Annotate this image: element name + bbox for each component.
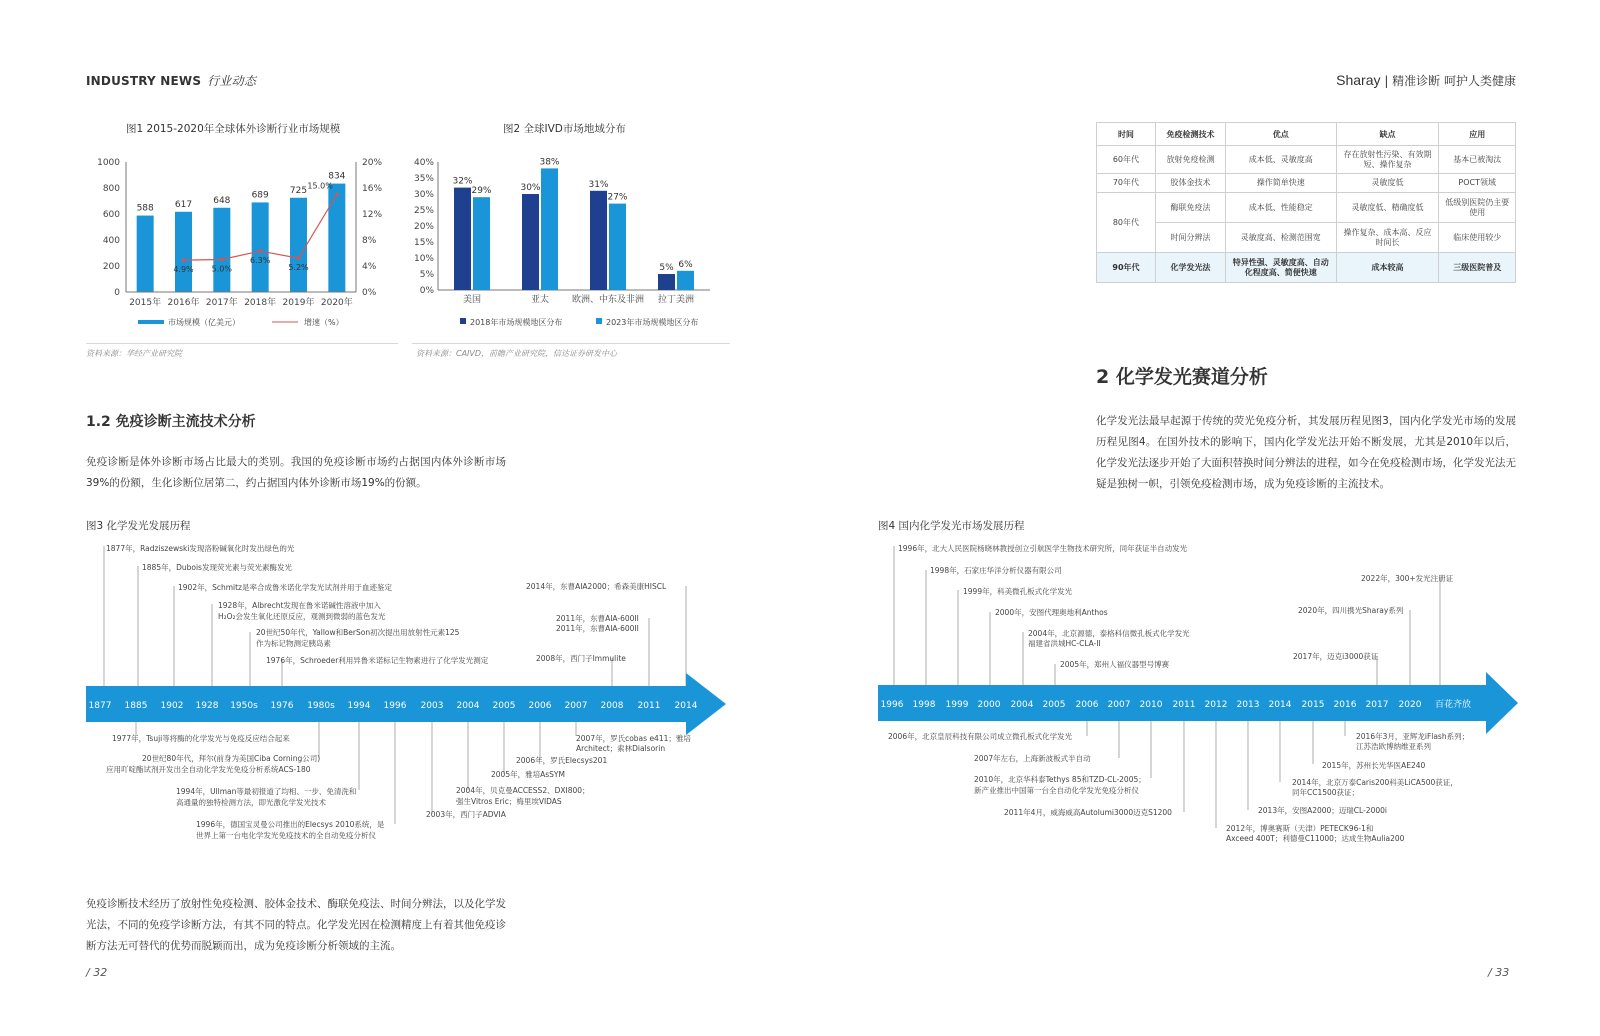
timeline-year: 2016 [1333, 700, 1357, 710]
timeline-year: 2012 [1204, 700, 1228, 710]
legend-swatch-bar [138, 320, 164, 324]
timeline-note: 世界上第一台电化学发光免疫技术的全自动免疫分析仪 [196, 831, 376, 840]
y-tick-label: 400 [102, 236, 120, 246]
fig2-divider [412, 343, 730, 344]
growth-point [220, 258, 224, 262]
section12-heading: 1.2 免疫诊断主流技术分析 [86, 414, 256, 430]
growth-label: 4.9% [173, 265, 194, 275]
timeline-note: 2011年，东曹AIA-600II [556, 624, 639, 633]
timeline-note: 2017年，迈克i3000获证 [1293, 652, 1379, 661]
fig4-title: 图4 国内化学发光市场发展历程 [878, 520, 1025, 532]
bar [677, 271, 694, 290]
y2-tick-label: 20% [362, 158, 383, 168]
table-row-highlight [1097, 253, 1516, 283]
page-number-left: / 32 [86, 966, 108, 979]
fig1-divider [86, 343, 398, 344]
brand-slogan: | 精准诊断 呵护人类健康 [1384, 74, 1516, 88]
timeline-year: 1999 [945, 700, 969, 710]
section12-paragraph-1: 免疫诊断是体外诊断市场占比最大的类别。我国的免疫诊断市场约占据国内体外诊断市场39%的份额，生化诊断位居第二，约占据国内体外诊断市场19%的份额。 [86, 456, 506, 489]
table-row [1097, 223, 1516, 253]
growth-point [258, 249, 262, 253]
bar-value-label: 31% [588, 179, 609, 190]
timeline-note: 2008年，西门子Immulite [536, 654, 626, 663]
fig1-source: 资料来源：华经产业研究院 [86, 349, 182, 358]
timeline-note: 1996年，德国宝灵曼公司推出的Elecsys 2010系统，是 [196, 820, 385, 829]
timeline-year: 2014 [674, 701, 698, 711]
table-cell: 存在放射性污染、有效期短、操作复杂 [1336, 146, 1439, 174]
timeline-year: 2010 [1139, 700, 1163, 710]
timeline-note: 2004年，贝克曼ACCESS2、DXI800； [456, 786, 590, 795]
section12-paragraph-2: 免疫诊断技术经历了放射性免疫检测、胶体金技术、酶联免疫法、时间分辨法，以及化学发光法，不同的免疫学诊断方法，有其不同的特点。化学发光因在检测精度上有着其他免疫诊断方法无可替代的优势而脱颖而出，成为免疫诊断分析领域的主流。 [86, 898, 506, 952]
timeline-note: 2012年，博奥赛斯（天津）PETECK96-1和 [1226, 824, 1374, 833]
timeline-year: 2015 [1301, 700, 1325, 710]
timeline-note: 同年CC1500获证； [1292, 788, 1360, 797]
timeline-note: 1994年，Ullman等最初报道了均相、一步、免清洗和 [176, 787, 357, 796]
y-tick-label: 30% [413, 190, 434, 200]
bar-value-label: 588 [136, 203, 154, 214]
timeline-year: 1928 [195, 701, 219, 711]
timeline-note: 2013年，安图A2000；迈瑞CL-2000i [1258, 806, 1387, 815]
table-cell: 临床使用较少 [1439, 223, 1516, 253]
legend-bar-label: 市场规模（亿美元） [168, 318, 240, 327]
y-tick-label: 25% [413, 206, 434, 216]
fig2-chart [410, 150, 730, 340]
bar [454, 188, 471, 290]
timeline-year: 1980s [307, 701, 335, 711]
x-tick-label: 2018年 [244, 298, 277, 308]
timeline-year: 1996 [880, 700, 904, 710]
timeline-year: 2008 [600, 701, 624, 711]
table-cell: POCT领域 [1439, 174, 1516, 193]
table-cell: 三级医院普及 [1439, 253, 1516, 283]
x-tick-label: 拉丁美洲 [657, 295, 695, 305]
y2-tick-label: 12% [362, 210, 383, 220]
x-tick-label: 美国 [462, 295, 482, 305]
timeline-year: 1885 [124, 701, 148, 711]
timeline-note: 1976年，Schroeder利用异鲁米诺标记生物素进行了化学发光测定 [266, 656, 489, 665]
bar-value-label: 648 [213, 195, 231, 206]
timeline-year: 2013 [1236, 700, 1260, 710]
timeline-note: 强生Vitros Eric；梅里埃VIDAS [456, 797, 562, 806]
timeline-note: 2004年，北京源德，泰格科信微孔板式化学发光 [1028, 629, 1190, 638]
fig2-title: 图2 全球IVD市场地域分布 [503, 123, 626, 135]
x-tick-label: 2016年 [167, 298, 200, 308]
timeline-note: 2006年，罗氏Elecsys201 [516, 756, 608, 765]
bar [328, 184, 345, 292]
timeline-note: 江苏浩欧博纳维亚系列 [1356, 742, 1431, 751]
timeline-note: 2016年3月，亚辉龙iFlash系列； [1356, 732, 1470, 741]
timeline-year: 2007 [564, 701, 588, 711]
bar [137, 216, 154, 292]
y2-tick-label: 0% [362, 288, 377, 298]
y-tick-label: 10% [413, 254, 434, 264]
table-cell: 放射免疫检测 [1155, 146, 1225, 174]
timeline-note: 高通量的独特检测方法，即光激化学发光技术 [176, 798, 326, 807]
timeline-year: 2011 [637, 701, 661, 711]
header-cn: 行业动态 [207, 74, 257, 88]
table-cell: 特异性强、灵敏度高、自动化程度高、简便快速 [1226, 253, 1337, 283]
y-tick-label: 40% [413, 158, 434, 168]
timeline-note: Axceed 400T；利德曼C11000；达成生物Aulia200 [1226, 834, 1405, 843]
timeline-note: 2007年，罗氏cobas e411；雅培 [576, 734, 691, 743]
timeline-note: 2011年，东曹AIA-600II [556, 614, 639, 623]
tech-comparison-table [1096, 122, 1516, 283]
timeline-year: 1994 [347, 701, 371, 711]
timeline-year: 2017 [1365, 700, 1389, 710]
timeline-year: 2005 [492, 701, 516, 711]
timeline-year: 1902 [160, 701, 184, 711]
timeline-note: 20世纪80年代，拜尔(前身为美国Ciba Corning公司) [142, 754, 321, 763]
bar-value-label: 38% [539, 157, 560, 168]
y-tick-label: 20% [413, 222, 434, 232]
y-tick-label: 600 [102, 210, 120, 220]
bar [213, 208, 230, 292]
timeline-note: 福建省洪城HC-CLA-II [1028, 639, 1101, 648]
growth-point [297, 256, 301, 260]
growth-label: 15.0% [307, 181, 333, 191]
timeline-year: 1976 [270, 701, 294, 711]
bar-value-label: 27% [607, 192, 628, 203]
timeline-note: 1998年，石家庄华洋分析仪器有限公司 [930, 566, 1062, 575]
y-tick-label: 0 [114, 288, 120, 298]
table-cell: 成本较高 [1336, 253, 1439, 283]
fig1-chart [86, 150, 406, 340]
header-en: INDUSTRY NEWS [86, 74, 202, 88]
bar [473, 197, 490, 290]
growth-label: 5.2% [288, 263, 309, 273]
timeline-year: 2011 [1172, 700, 1196, 710]
timeline-note: 应用吖啶酯试剂开发出全自动化学发光免疫分析系统ACS-180 [106, 765, 311, 774]
timeline-note: 1877年，Radziszewski发现洛粉碱氧化时发出绿色的光 [106, 544, 295, 553]
timeline-note: 2022年，300+发光注册证 [1361, 574, 1454, 583]
table-header: 优点 [1226, 123, 1337, 146]
bar [541, 168, 558, 290]
timeline-note: 1928年，Albrecht发现在鲁米诺碱性溶液中加入 [218, 601, 381, 610]
bar-value-label: 30% [520, 183, 541, 193]
bar-value-label: 725 [289, 185, 308, 196]
fig2-source: 资料来源：CAIVD，前瞻产业研究院，信达证券研发中心 [416, 349, 618, 358]
y-tick-label: 5% [419, 270, 434, 280]
table-cell: 灵敏度低、精确度低 [1336, 193, 1439, 223]
timeline-note: 1977年，Tsuji等将酶的化学发光与免疫反应结合起来 [112, 734, 290, 743]
table-cell: 60年代 [1097, 146, 1156, 174]
bar [522, 194, 539, 290]
table-header-row [1097, 123, 1516, 146]
timeline-year: 2014 [1268, 700, 1292, 710]
y-tick-label: 15% [413, 238, 434, 248]
timeline-year: 2005 [1042, 700, 1066, 710]
timeline-year: 百花齐放 [1434, 700, 1472, 710]
x-tick-label: 2020年 [320, 298, 353, 308]
table-cell: 操作简单快速 [1226, 174, 1337, 193]
table-cell: 灵敏度低 [1336, 174, 1439, 193]
y-tick-label: 35% [413, 174, 434, 184]
timeline-note: H₂O₂会发生氧化还原反应，观测到微弱的蓝色发光 [218, 612, 386, 621]
timeline-note: 1902年，Schmitz是率合成鲁米诺化学发光试剂并用于血迹鉴定 [178, 583, 392, 592]
page-number-right: / 33 [1488, 966, 1510, 979]
y2-tick-label: 4% [362, 262, 377, 272]
timeline-year: 2004 [1010, 700, 1034, 710]
legend-swatch-2018 [460, 318, 466, 324]
table-cell: 90年代 [1097, 253, 1156, 283]
y2-tick-label: 8% [362, 236, 377, 246]
bar [658, 274, 675, 290]
timeline-year: 2007 [1107, 700, 1131, 710]
table-cell: 低级别医院仍主要使用 [1439, 193, 1516, 223]
brand-logo: Sharay [1336, 72, 1381, 88]
bar [290, 198, 307, 292]
legend-line-label: 增速（%） [304, 318, 344, 327]
header-left [86, 72, 256, 89]
legend-swatch-2023 [596, 318, 602, 324]
table-cell: 70年代 [1097, 174, 1156, 193]
timeline-note: 新产业推出中国第一台全自动化学发光免疫分析仪 [974, 786, 1139, 795]
table-header: 应用 [1439, 123, 1516, 146]
section2-paragraph: 化学发光法最早起源于传统的荧光免疫分析，其发展历程见图3，国内化学发光市场的发展历程见图4。在国外技术的影响下，国内化学发光法开始不断发展，尤其是2010年以后，化学发光法逐步开始了大面积替换时间分辨法的进程，如今在免疫检测市场，化学发光法无疑是独树一帜，引领免疫检测市场，成为免疫诊断的主流技术。 [1096, 415, 1516, 490]
x-tick-label: 欧洲、中东及非洲 [571, 295, 645, 305]
timeline-note: 作为标记物测定胰岛素 [256, 639, 331, 648]
growth-label: 5.0% [211, 264, 232, 274]
timeline-note: 2007年左右，上海新波板式半自动 [974, 754, 1091, 763]
section2-heading: 2 化学发光赛道分析 [1096, 366, 1268, 388]
table-header: 时间 [1097, 123, 1156, 146]
table-cell: 化学发光法 [1155, 253, 1225, 283]
timeline-year: 2000 [977, 700, 1001, 710]
table-cell: 成本低、性能稳定 [1226, 193, 1337, 223]
timeline-note: 2010年，北京华科泰Tethys 85和TZD-CL-2005； [974, 775, 1146, 784]
header-right [1336, 72, 1516, 89]
y-tick-label: 200 [102, 262, 120, 272]
growth-point [335, 193, 339, 197]
table-cell: 酶联免疫法 [1155, 193, 1225, 223]
x-tick-label: 2015年 [129, 298, 162, 308]
legend-2018-label: 2018年市场规模地区分布 [470, 318, 563, 327]
fig3-title: 图3 化学发光发展历程 [86, 520, 191, 532]
bar-value-label: 617 [174, 199, 193, 210]
bar-value-label: 5% [659, 263, 674, 273]
timeline-note: 2006年，北京皇辰科技有限公司成立微孔板式化学发光 [888, 732, 1073, 741]
bar-value-label: 32% [452, 176, 473, 187]
timeline-year: 2006 [1075, 700, 1099, 710]
table-header: 缺点 [1336, 123, 1439, 146]
fig4-arrow [878, 672, 1518, 734]
y-tick-label: 800 [102, 184, 120, 194]
x-tick-label: 2019年 [282, 298, 315, 308]
bar [252, 202, 269, 292]
timeline-year: 1950s [230, 701, 258, 711]
bar [175, 212, 192, 292]
timeline-year: 1998 [912, 700, 936, 710]
timeline-note: 2011年4月，威海威高Autolumi3000迈克S1200 [1004, 808, 1172, 817]
table-row [1097, 146, 1516, 174]
timeline-note: 2015年，苏州长光华医AE240 [1322, 761, 1426, 770]
timeline-note: 20世纪50年代，Yallow和BerSon初次提出用放射性元素125 [256, 628, 460, 637]
growth-point [182, 258, 186, 262]
table-header: 免疫检测技术 [1155, 123, 1225, 146]
timeline-note: 2005年，郑州人福仪器型号博赛 [1060, 660, 1170, 669]
timeline-year: 1877 [88, 701, 112, 711]
timeline-note: 2014年，东曹AIA2000；希森美康HISCL [526, 582, 667, 591]
timeline-year: 2004 [456, 701, 480, 711]
growth-label: 6.3% [250, 256, 271, 266]
timeline-year: 2006 [528, 701, 552, 711]
legend-2023-label: 2023年市场规模地区分布 [606, 318, 699, 327]
bar-value-label: 834 [328, 171, 346, 182]
timeline-note: Architect；索林Dialsorin [576, 744, 666, 753]
table-cell: 成本低、灵敏度高 [1226, 146, 1337, 174]
timeline-note: 2014年，北京万泰Caris200科美LiCA500获证， [1292, 778, 1458, 787]
x-tick-label: 2017年 [205, 298, 238, 308]
bar [590, 191, 607, 290]
table-row [1097, 174, 1516, 193]
timeline-note: 1999年，科美微孔板式化学发光 [963, 587, 1073, 596]
fig1-title: 图1 2015-2020年全球体外诊断行业市场规模 [126, 123, 341, 135]
table-cell: 基本已被淘汰 [1439, 146, 1516, 174]
timeline-year: 1996 [383, 701, 407, 711]
timeline-note: 1996年，北大人民医院杨晓林教授创立引航医学生物技术研究所，同年获证半自动发光 [898, 544, 1188, 553]
y-tick-label: 0% [419, 286, 434, 296]
timeline-year: 2020 [1398, 700, 1422, 710]
table-cell: 灵敏度高、检测范围宽 [1226, 223, 1337, 253]
timeline-note: 1885年，Dubois发现荧光素与荧光素酶发光 [142, 563, 292, 572]
table-cell: 80年代 [1097, 193, 1156, 253]
timeline-note: 2020年，四川携光Sharay系列 [1298, 606, 1404, 615]
y-tick-label: 1000 [97, 158, 120, 168]
table-cell: 操作复杂、成本高、反应时间长 [1336, 223, 1439, 253]
bar-value-label: 29% [471, 186, 492, 197]
table-cell: 时间分辨法 [1155, 223, 1225, 253]
x-tick-label: 亚太 [530, 295, 550, 305]
table-cell: 胶体金技术 [1155, 174, 1225, 193]
timeline-year: 2003 [420, 701, 444, 711]
bar [609, 204, 626, 290]
timeline-note: 2003年，西门子ADVIA [426, 810, 506, 819]
y2-tick-label: 16% [362, 184, 383, 194]
bar-value-label: 6% [678, 259, 693, 270]
table-row [1097, 193, 1516, 223]
bar-value-label: 689 [251, 190, 269, 201]
timeline-note: 2005年，雅培AsSYM [491, 770, 565, 779]
timeline-note: 2000年，安图代理奥地利Anthos [995, 608, 1108, 617]
